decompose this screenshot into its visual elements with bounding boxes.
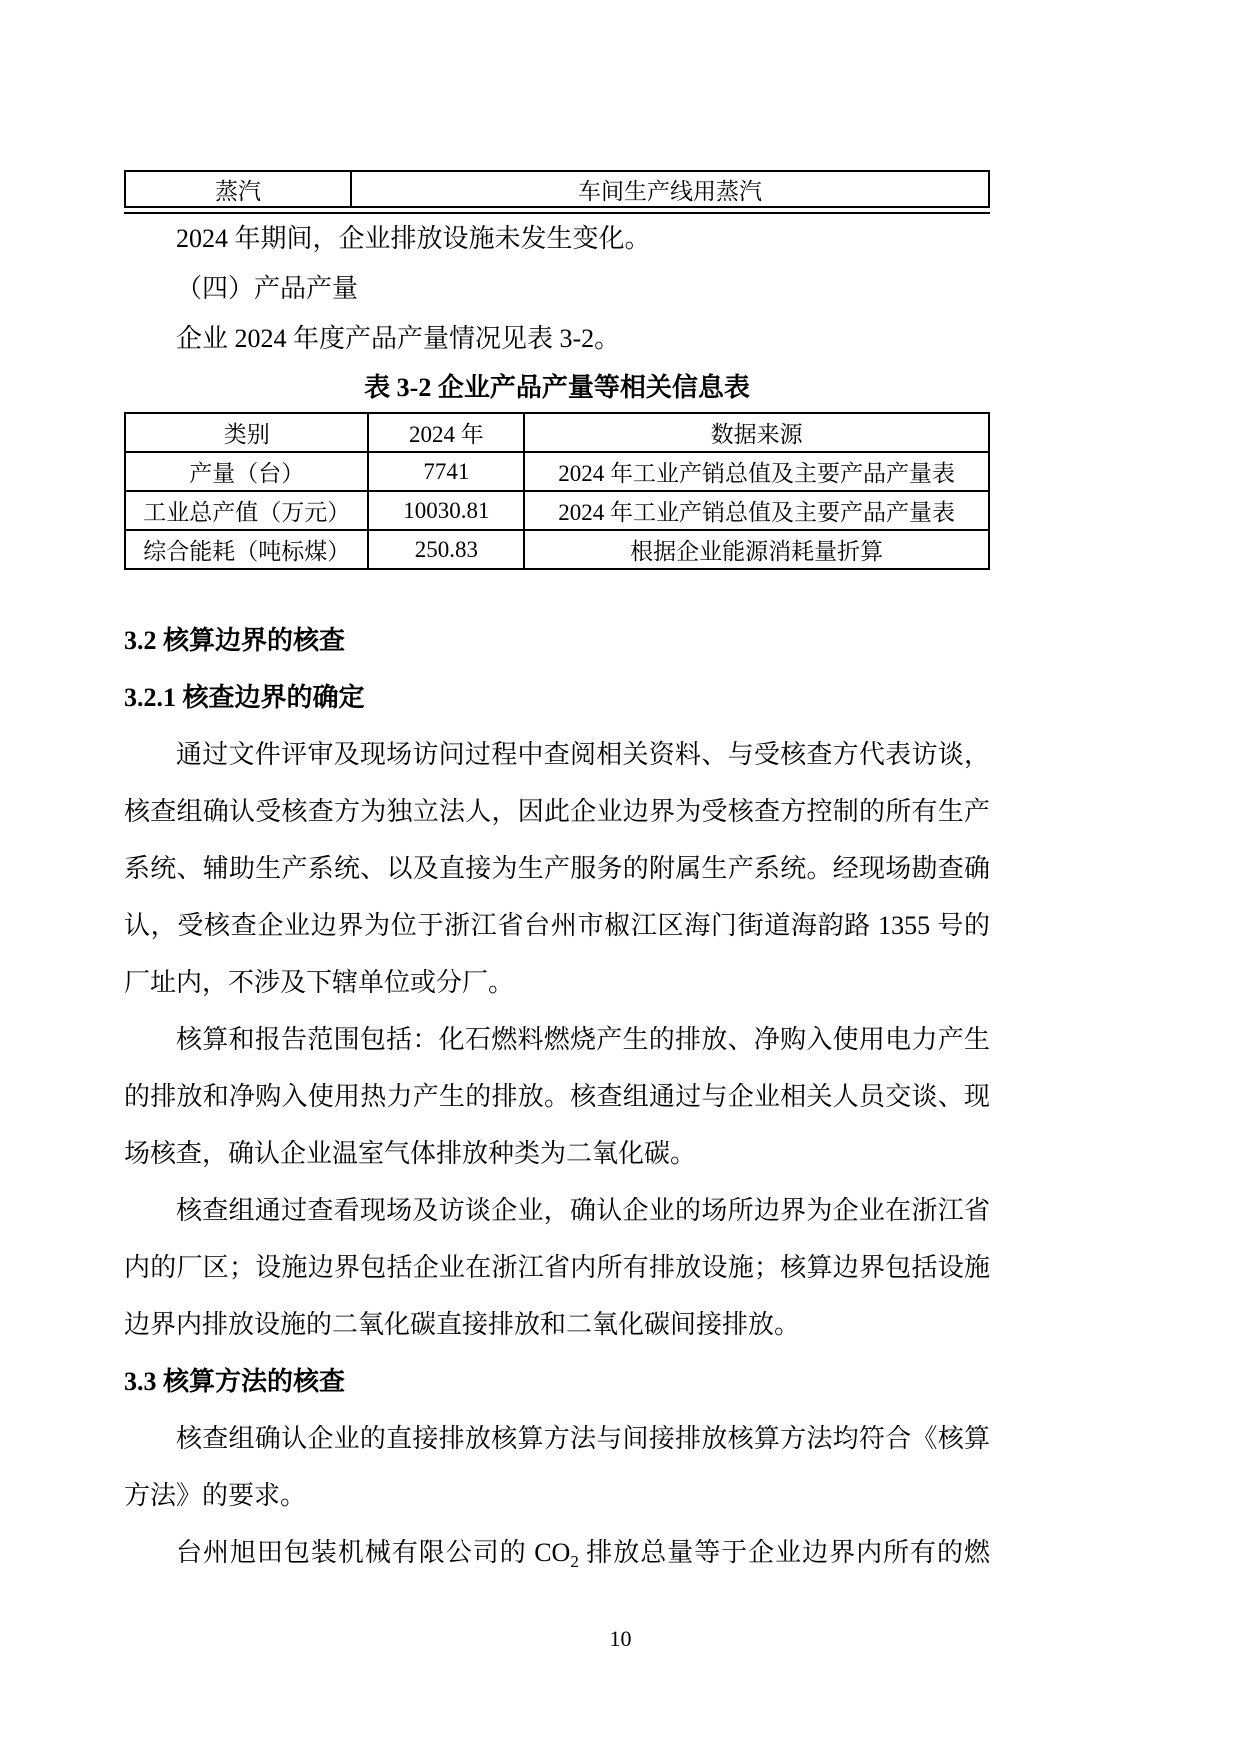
paragraph-method-1: 核查组确认企业的直接排放核算方法与间接排放核算方法均符合《核算方法》的要求。 (124, 1424, 990, 1510)
section-heading-3-2: 3.2 核算边界的核查 (124, 626, 346, 655)
co2-text-pre: 台州旭田包装机械有限公司的 CO (176, 1538, 571, 1567)
table-row (125, 491, 989, 530)
section-3-3-body (124, 1410, 990, 1581)
steam-usage-cell: 车间生产线用蒸汽 (351, 171, 989, 207)
section-heading-3-3: 3.3 核算方法的核查 (124, 1367, 346, 1396)
cell-category: 产量（台） (125, 452, 368, 491)
header-category: 类别 (125, 413, 368, 452)
section-3-2-1-body (124, 726, 990, 1353)
cell-source: 根据企业能源消耗量折算 (524, 530, 989, 569)
cell-category: 工业总产值（万元） (125, 491, 368, 530)
table-3-2 (124, 412, 990, 570)
table-header-row (125, 413, 989, 452)
header-data-source: 数据来源 (524, 413, 989, 452)
paragraph-boundary-3: 核查组通过查看现场及访谈企业，确认企业的场所边界为企业在浙江省内的厂区；设施边界包括企业在浙江省内所有排放设施；核算边界包括设施边界内排放设施的二氧化碳直接排放和二氧化碳间接排放。 (124, 1196, 990, 1339)
page-content (124, 170, 990, 1581)
subsection-heading-product-output: （四）产品产量 (176, 274, 359, 303)
steam-table-fragment (124, 170, 990, 214)
co2-text-post: 排放总量等于企业边界内所有的燃 (578, 1538, 990, 1567)
paragraph-method-2 (124, 1524, 990, 1581)
paragraph-facility-change: 2024 年期间，企业排放设施未发生变化。 (176, 224, 651, 253)
table-row (125, 530, 989, 569)
cell-category: 综合能耗（吨标煤） (125, 530, 368, 569)
header-year: 2024 年 (368, 413, 524, 452)
paragraph-table-reference: 企业 2024 年度产品产量情况见表 3-2。 (176, 324, 621, 353)
steam-category-cell: 蒸汽 (125, 171, 351, 207)
cell-value: 7741 (368, 452, 524, 491)
intro-block (124, 214, 990, 364)
table-row (125, 452, 989, 491)
cell-source: 2024 年工业产销总值及主要产品产量表 (524, 491, 989, 530)
co2-subscript: 2 (570, 1552, 579, 1572)
paragraph-boundary-2: 核算和报告范围包括：化石燃料燃烧产生的排放、净购入使用电力产生的排放和净购入使用热力产生的排放。核查组通过与企业相关人员交谈、现场核查，确认企业温室气体排放种类为二氧化碳。 (124, 1025, 990, 1168)
cell-source: 2024 年工业产销总值及主要产品产量表 (524, 452, 989, 491)
table-3-2-caption: 表 3-2 企业产品产量等相关信息表 (364, 373, 750, 402)
table-row (125, 171, 989, 207)
cell-value: 250.83 (368, 530, 524, 569)
cell-value: 10030.81 (368, 491, 524, 530)
paragraph-boundary-1: 通过文件评审及现场访问过程中查阅相关资料、与受核查方代表访谈，核查组确认受核查方为独立法人，因此企业边界为受核查方控制的所有生产系统、辅助生产系统、以及直接为生产服务的附属生产系统。经现场勘查确认，受核查企业边界为位于浙江省台州市椒江区海门街道海韵路 1355 号的厂址内，不涉及下辖单位或分厂。 (124, 740, 990, 997)
page-number: 10 (609, 1626, 632, 1651)
section-heading-3-2-1: 3.2.1 核查边界的确定 (124, 683, 365, 712)
